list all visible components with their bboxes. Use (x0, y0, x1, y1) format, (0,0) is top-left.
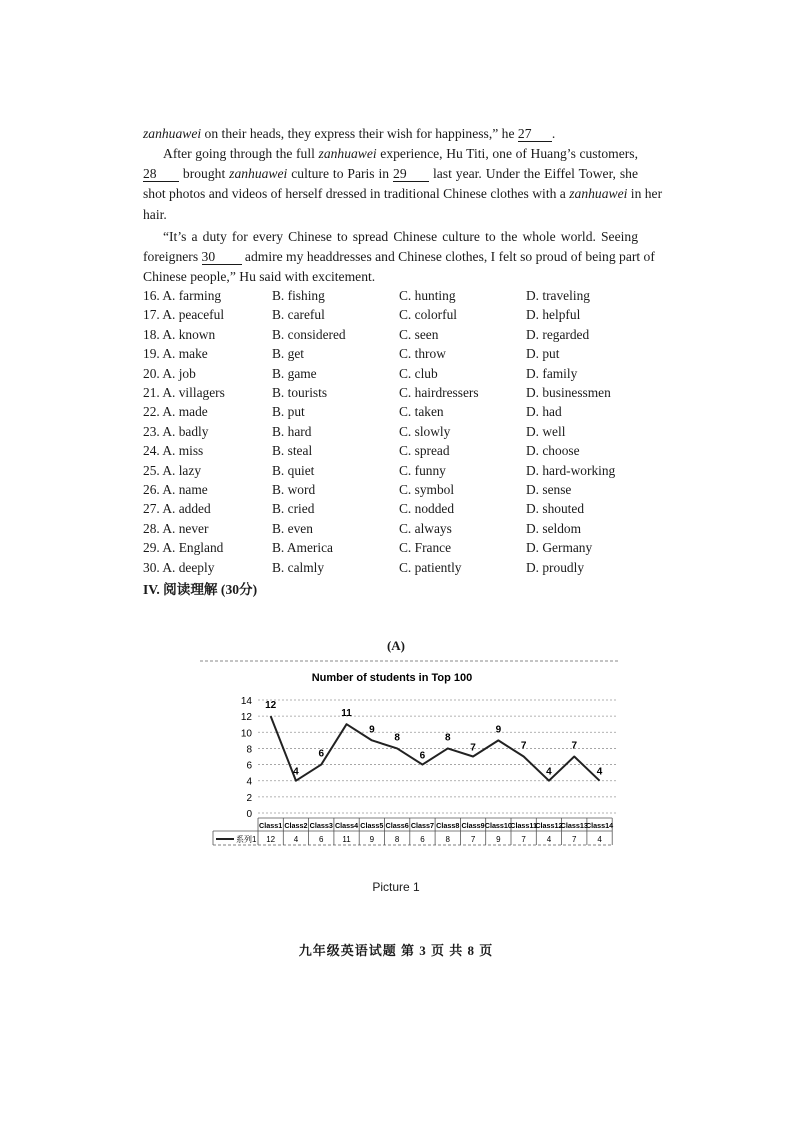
data-label: 6 (419, 750, 426, 762)
option-16-B: B. fishing (272, 288, 325, 303)
y-axis-ticks (241, 696, 253, 820)
passage-text: in her (627, 186, 663, 201)
data-labels (265, 700, 603, 778)
term-zanhuawei: zanhuawei (569, 186, 628, 201)
x-category-label: Class7 (410, 821, 435, 830)
term-zanhuawei: zanhuawei (143, 126, 202, 141)
option-30-B: B. calmly (272, 559, 325, 575)
option-25-D: D. hard-working (526, 462, 616, 478)
option-24-B: B. steal (272, 443, 313, 459)
option-21-D: D. businessmen (526, 385, 611, 400)
option-27-B: B. cried (272, 501, 315, 517)
data-table (213, 818, 613, 845)
option-16-D: D. traveling (526, 288, 590, 303)
x-category-label: Class11 (510, 821, 538, 830)
option-24-D: D. choose (526, 443, 580, 459)
passage-text: culture to Paris in (287, 166, 394, 181)
x-category-label: Class4 (334, 821, 359, 830)
x-category-label: Class5 (360, 821, 384, 830)
option-26-C: C. symbol (399, 482, 455, 497)
y-tick-label: 0 (246, 809, 252, 820)
x-category-label: Class9 (461, 821, 485, 830)
data-label: 4 (596, 766, 603, 778)
passage-line-3 (143, 166, 638, 182)
data-label: 4 (293, 766, 299, 778)
table-value: 4 (293, 835, 299, 844)
option-20-D: D. family (526, 365, 578, 381)
option-24-A: 24. A. miss (143, 443, 204, 459)
passage-text: brought (179, 166, 230, 181)
option-26-D: D. sense (526, 482, 572, 497)
section-label: (A) (386, 638, 406, 653)
option-28-D: D. seldom (526, 520, 582, 536)
option-16-A: 16. A. farming (143, 288, 222, 303)
data-label: 7 (571, 740, 578, 752)
x-category-label: Class8 (436, 821, 460, 830)
option-18-B: B. considered (272, 326, 346, 342)
option-27-D: D. shouted (526, 501, 585, 517)
data-label: 9 (369, 724, 375, 736)
option-19-B: B. get (272, 346, 304, 362)
option-30-A: 30. A. deeply (143, 559, 215, 575)
option-20-A: 20. A. job (143, 365, 196, 381)
data-label: 12 (265, 700, 277, 712)
term-zanhuawei: zanhuawei (318, 146, 377, 161)
option-17-D: D. helpful (526, 307, 581, 323)
option-23-C: C. slowly (399, 423, 451, 439)
passage-line-7 (143, 249, 655, 265)
option-22-C: C. taken (399, 404, 444, 420)
option-18-D: D. regarded (526, 326, 590, 342)
data-label: 8 (394, 732, 400, 744)
table-value: 6 (319, 835, 324, 844)
table-value: 8 (445, 835, 450, 844)
option-18-C: C. seen (399, 326, 439, 342)
option-22-B: B. put (272, 404, 305, 420)
table-value: 12 (266, 835, 276, 844)
x-category-label: Class14 (585, 821, 614, 830)
option-23-D: D. well (526, 423, 566, 439)
y-tick-label: 4 (246, 776, 252, 788)
option-17-A: 17. A. peaceful (143, 307, 225, 323)
passage-line-6: “It’s a duty for every Chinese to spread Chinese culture to the whole world. Seeing (163, 229, 638, 244)
option-18-A: 18. A. known (143, 326, 216, 342)
table-value: 9 (496, 835, 501, 844)
y-tick-label: 2 (246, 792, 252, 804)
passage-text: admire my headdresses and Chinese clothes, I felt so proud of being part of (241, 249, 655, 264)
option-23-A: 23. A. badly (143, 423, 209, 439)
option-24-C: C. spread (399, 443, 450, 459)
term-zanhuawei: zanhuawei (229, 166, 288, 181)
data-label: 4 (546, 766, 552, 778)
x-category-label: Class6 (385, 821, 409, 830)
x-category-label: Class3 (309, 821, 333, 830)
option-28-A: 28. A. never (143, 520, 209, 536)
x-category-label: Class13 (560, 821, 588, 830)
picture-caption: Picture 1 (372, 880, 420, 894)
blank-30: 30 (202, 250, 242, 265)
y-tick-label: 6 (246, 760, 252, 772)
option-16-C: C. hunting (399, 288, 456, 303)
option-17-B: B. careful (272, 307, 325, 323)
option-29-D: D. Germany (526, 540, 593, 556)
option-28-C: C. always (399, 520, 452, 536)
table-value: 7 (521, 835, 526, 844)
blank-28: 28 (143, 167, 179, 182)
table-value: 4 (546, 835, 552, 844)
option-21-A: 21. A. villagers (143, 385, 225, 400)
passage-text: . (551, 126, 556, 141)
data-label: 8 (444, 732, 451, 744)
line-chart (0, 655, 792, 855)
passage-text: foreigners (143, 249, 202, 264)
data-label: 9 (495, 724, 502, 736)
table-value: 4 (597, 835, 602, 844)
y-tick-label: 10 (240, 728, 252, 740)
option-20-C: C. club (399, 365, 438, 381)
passage-line-2 (163, 146, 638, 162)
option-21-B: B. tourists (272, 385, 328, 400)
passage-text: After going through the full (163, 146, 319, 161)
legend-label: 系列1 (236, 835, 257, 844)
passage-line-5: hair. (143, 207, 167, 222)
passage-text: last year. Under the Eiffel Tower, she (429, 166, 638, 181)
option-25-A: 25. A. lazy (143, 462, 202, 478)
option-19-C: C. throw (399, 346, 446, 362)
option-30-C: C. patiently (399, 559, 462, 575)
option-29-A: 29. A. England (143, 540, 224, 556)
option-17-C: C. colorful (399, 307, 458, 323)
page-footer: 九年级英语试题 第 3 页 共 8 页 (298, 943, 494, 958)
option-27-A: 27. A. added (143, 501, 211, 517)
passage-line-4 (143, 186, 663, 202)
option-19-D: D. put (526, 346, 560, 362)
data-label: 11 (341, 708, 352, 720)
passage-text: experience, Hu Titi, one of Huang’s customers, (376, 146, 638, 161)
x-category-label: Class12 (535, 821, 563, 830)
y-tick-label: 14 (240, 696, 252, 707)
option-28-B: B. even (272, 520, 313, 536)
option-29-B: B. America (272, 540, 333, 556)
y-tick-label: 12 (240, 712, 252, 724)
option-30-D: D. proudly (526, 559, 585, 575)
option-19-A: 19. A. make (143, 346, 208, 362)
table-value: 9 (369, 835, 375, 844)
data-label: 7 (470, 742, 476, 754)
table-value: 11 (342, 835, 351, 844)
chart-title: Number of students in Top 100 (311, 672, 473, 684)
passage-line-1 (143, 126, 556, 142)
option-21-C: C. hairdressers (399, 385, 479, 400)
x-category-label: Class1 (259, 821, 283, 830)
chart-grid (258, 700, 617, 813)
data-label: 7 (520, 740, 527, 752)
option-20-B: B. game (272, 365, 317, 381)
option-27-C: C. nodded (399, 501, 455, 517)
passage-line-8: Chinese people,” Hu said with excitement. (143, 269, 376, 284)
section-heading: IV. 阅读理解 (30分) (143, 582, 258, 597)
table-value: 6 (420, 835, 425, 844)
y-tick-label: 8 (246, 744, 252, 756)
table-value: 7 (572, 835, 577, 844)
x-category-label: Class2 (284, 821, 308, 830)
passage-text: shot photos and videos of herself dressed in traditional Chinese clothes with a (143, 186, 570, 201)
option-26-B: B. word (272, 482, 316, 497)
option-22-A: 22. A. made (143, 404, 208, 420)
blank-29: 29 (393, 167, 429, 182)
passage-text: on their heads, they express their wish for happiness,” he (201, 126, 518, 141)
blank-27: 27 (518, 127, 552, 142)
option-23-B: B. hard (272, 423, 312, 439)
option-22-D: D. had (526, 404, 562, 420)
option-26-A: 26. A. name (143, 482, 208, 497)
table-value: 8 (394, 835, 400, 844)
x-category-label: Class10 (484, 821, 512, 830)
option-25-B: B. quiet (272, 462, 315, 478)
data-label: 6 (318, 748, 325, 760)
table-value: 7 (470, 835, 476, 844)
option-29-C: C. France (399, 540, 452, 556)
option-25-C: C. funny (399, 462, 446, 478)
